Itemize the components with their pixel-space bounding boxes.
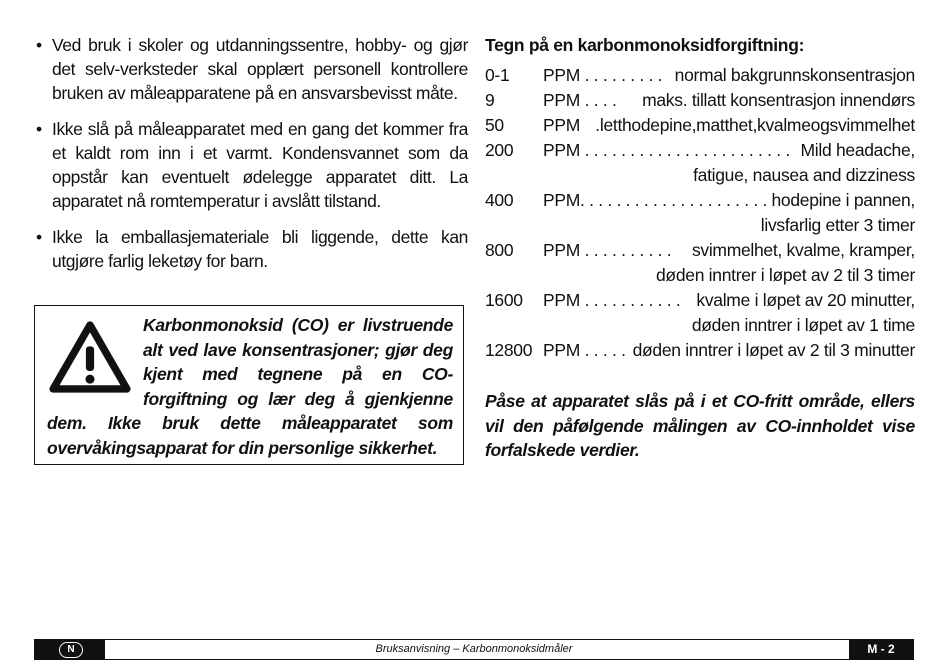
ppm-unit-leader: PPM . . . .: [543, 90, 617, 110]
ppm-symptom-text: Mild headache,: [800, 140, 915, 160]
bullet-item: • Ved bruk i skoler og utdanningssentre, hobby- og gjør det selv-verksteder skal opplært personell kontrollere bruken av måleapparatene på en ansvarsbevisst måte.: [34, 33, 468, 105]
footer-bar: [34, 639, 914, 660]
ppm-unit-leader: PPM. . . . . . . . . . . . . . . . . . . . .: [543, 190, 768, 210]
ppm-unit-leader: PPM . . . . . . . . . .: [543, 240, 672, 260]
ppm-unit-leader: PPM . . . . . . . . .: [543, 65, 663, 85]
language-badge: N: [59, 642, 83, 658]
ppm-unit-leader: PPM: [543, 115, 581, 135]
bullet-item: • Ikke slå på måleapparatet med en gang det kommer fra et kaldt rom inn i et varmt. Kondensvannet som da oppstår kan eventuelt ødelegge apparatet ditt. La apparatet nå romtemperatur i avslått tilstand.: [34, 117, 468, 213]
warning-box: [34, 305, 464, 465]
ppm-unit-leader: PPM . . . . . . . . . . . . . . . . . . . . . . .: [543, 140, 790, 160]
ppm-value: [485, 163, 543, 188]
ppm-value: 200: [485, 140, 514, 160]
ppm-value: 50: [485, 115, 504, 135]
page-number: M - 2: [849, 640, 913, 659]
ppm-description: [543, 238, 915, 263]
bullet-item: • Ikke la emballasjemateriale bli liggende, dette kan utgjøre farlig leketøy for barn.: [34, 225, 468, 273]
ppm-description: [543, 313, 915, 338]
ppm-row: [485, 188, 915, 213]
ppm-value: 12800: [485, 340, 533, 360]
ppm-symptom-text: normal bakgrunnskonsentrasjon: [674, 65, 915, 85]
ppm-symptom-text: kvalme i løpet av 20 minutter,: [696, 290, 915, 310]
ppm-value: 400: [485, 190, 514, 210]
footer-lang-block: [35, 640, 105, 659]
ppm-row: [485, 163, 915, 188]
ppm-value: 800: [485, 240, 514, 260]
ppm-description: [543, 213, 915, 238]
ppm-row: [485, 113, 915, 138]
ppm-value: [485, 263, 543, 288]
ppm-row: [485, 288, 915, 313]
ppm-description: [543, 163, 915, 188]
left-column: [34, 33, 468, 285]
ppm-value: 0-1: [485, 65, 510, 85]
ppm-row: [485, 238, 915, 263]
ppm-symptom-text: hodepine i pannen,: [771, 190, 915, 210]
co-free-note: Påse at apparatet slås på i et CO-fritt område, ellers vil den påfølgende målingen av CO-innholdet vise forfalskede verdier.: [485, 391, 915, 460]
ppm-value: [485, 313, 543, 338]
ppm-symptom-text: fatigue, nausea and dizziness: [693, 165, 915, 185]
ppm-row: [485, 63, 915, 88]
ppm-list: [485, 63, 915, 363]
ppm-row: [485, 213, 915, 238]
ppm-symptom-text: maks. tillatt konsentrasjon innendørs: [642, 90, 915, 110]
symptoms-heading: Tegn på en karbonmonoksidforgiftning:: [485, 35, 805, 55]
ppm-symptom-text: døden inntrer i løpet av 1 time: [691, 315, 915, 335]
right-column: [485, 33, 915, 463]
ppm-row: [485, 88, 915, 113]
ppm-description: [543, 338, 915, 363]
ppm-description: [543, 63, 915, 88]
ppm-description: [543, 113, 915, 138]
footer-title: Bruksanvisning – Karbonmonoksidmåler: [375, 643, 573, 655]
ppm-unit-leader: PPM . . . . . . . . . . .: [543, 290, 681, 310]
ppm-symptom-text: .letthodepine,matthet,kvalmeogsvimmelhet: [595, 115, 915, 135]
ppm-unit-leader: PPM . . . . .: [543, 340, 626, 360]
ppm-row: [485, 338, 915, 363]
ppm-description: [543, 263, 915, 288]
ppm-value: [485, 213, 543, 238]
ppm-row: [485, 313, 915, 338]
ppm-symptom-text: svimmelhet, kvalme, kramper,: [691, 240, 915, 260]
ppm-symptom-text: døden inntrer i løpet av 2 til 3 timer: [656, 265, 915, 285]
ppm-row: [485, 138, 915, 163]
warning-triangle-icon: [49, 315, 131, 399]
ppm-description: [543, 188, 915, 213]
ppm-row: [485, 263, 915, 288]
ppm-symptom-text: døden inntrer i løpet av 2 til 3 minutter: [632, 340, 915, 360]
ppm-value: 9: [485, 90, 495, 110]
ppm-symptom-text: livsfarlig etter 3 timer: [760, 215, 915, 235]
ppm-value: 1600: [485, 290, 523, 310]
ppm-description: [543, 288, 915, 313]
warning-text: Karbonmonoksid (CO) er livstruende alt ved lave konsentrasjoner; gjør deg kjent med tegnene på en CO-forgiftning og lær deg å gjenkjenne dem. Ikke bruk dette måleapparatet som overvåkingsapparat for din personlige sikkerhet.: [47, 315, 453, 458]
ppm-description: [543, 88, 915, 113]
ppm-description: [543, 138, 915, 163]
